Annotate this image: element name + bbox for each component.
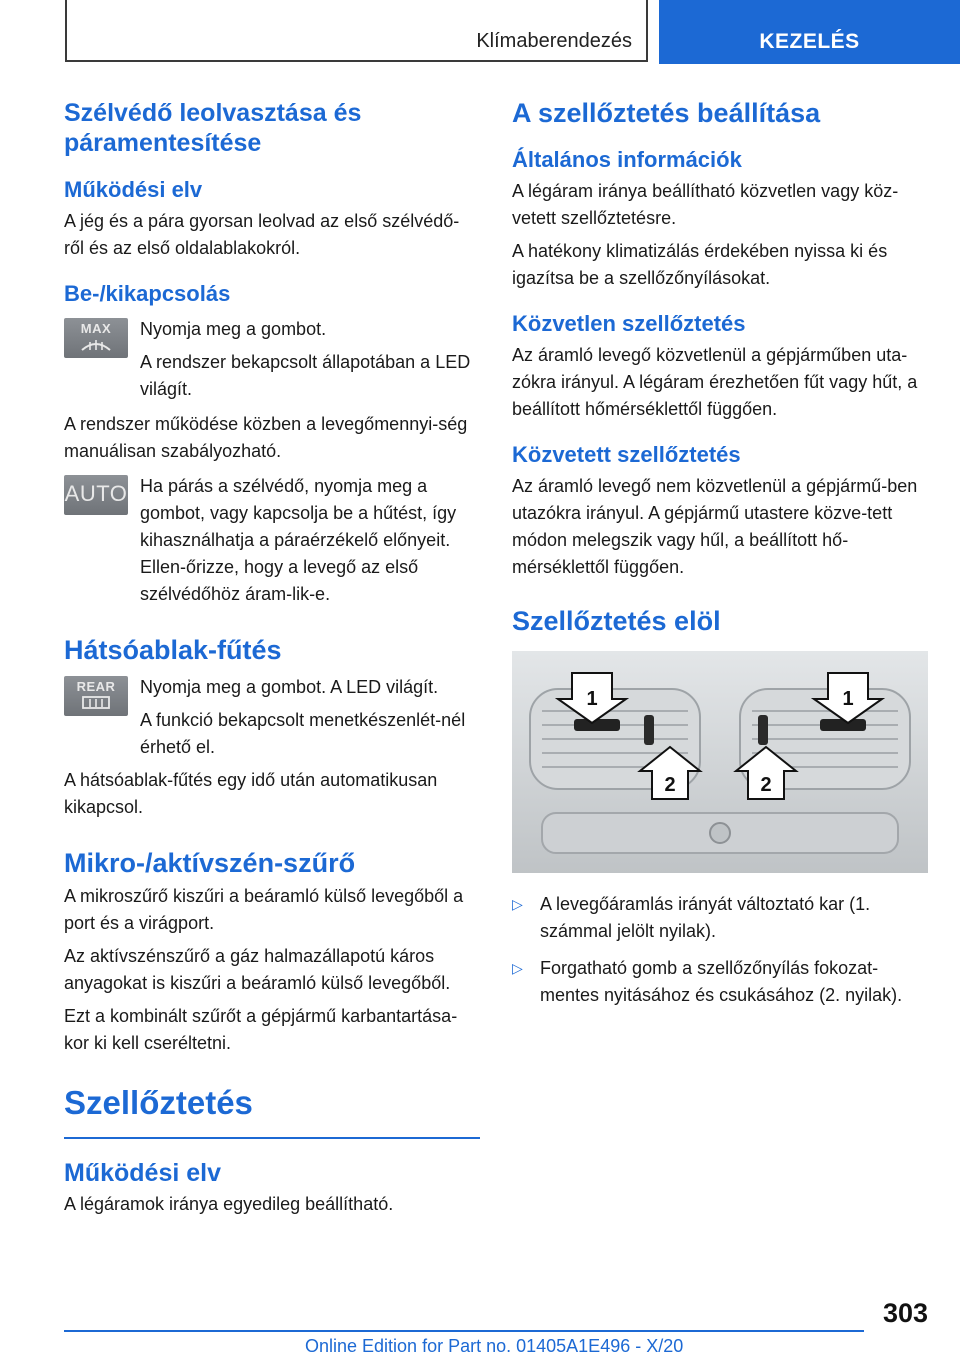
- figure-label-2-right: 2: [760, 774, 772, 796]
- paragraph: Ezt a kombinált szűrőt a gépjármű karbantartása-kor ki kell cseréltetni.: [64, 1006, 458, 1053]
- paragraph: Ha párás a szélvédő, nyomja meg a gombot, vagy kapcsolja be a hűtést, így kihasználhatja a páraérzékelő előnyeit. Ellen-őrizze, hogy a levegő az első szélvédőhöz áram-lik-e.: [140, 476, 457, 604]
- heading-onoff: Be-/kikapcsolás: [64, 281, 231, 306]
- heading-rule: [64, 1137, 480, 1139]
- paragraph: Nyomja meg a gombot. A LED világít.: [140, 677, 439, 697]
- paragraph: Nyomja meg a gombot.: [140, 319, 327, 339]
- paragraph: Az áramló levegő nem közvetlenül a gépjármű-ben utazókra irányul. A gépjármű utastere közve-tett módon melegszik vagy hűl, a beállított hő-mérséklettől függően.: [512, 476, 918, 577]
- chapter-tab: [659, 0, 960, 64]
- figure-label-1-left: 1: [586, 688, 598, 710]
- auto-button-row: [64, 473, 476, 608]
- section-tab: [65, 0, 648, 62]
- heading-principle: Működési elv: [64, 177, 203, 202]
- paragraph: A légáram iránya beállítható közvetlen vagy köz-vetett szellőztetésre.: [512, 181, 899, 228]
- page-header: [0, 0, 960, 64]
- paragraph: Az aktívszénszűrő a gáz halmazállapotú káros anyagokat is kiszűri a beáramló külső levegőből.: [64, 946, 451, 993]
- heading-defrost: Szélvédő leolvasztása és páramentesítése: [64, 99, 362, 157]
- auto-button-icon: AUTO: [64, 475, 128, 515]
- triangle-bullet-icon: ▷: [512, 896, 523, 912]
- rear-button-row: [64, 674, 476, 761]
- list-item: ▷ A levegőáramlás irányát változtató kar (1. számmal jelölt nyilak).: [512, 891, 928, 945]
- page-number: 303: [882, 1298, 928, 1328]
- heading-filter: Mikro-/aktívszén-szűrő: [64, 848, 356, 878]
- heading-front: Szellőztetés elöl: [512, 606, 721, 636]
- vent-illustration: [512, 651, 928, 873]
- left-column: [64, 98, 476, 1224]
- rear-defrost-button-icon: REAR: [64, 676, 128, 716]
- paragraph: A légáramok iránya egyedileg beállítható.: [64, 1194, 394, 1214]
- heading-general: Általános információk: [512, 147, 742, 172]
- max-defrost-button-icon: MAX: [64, 318, 128, 358]
- max-button-row: [64, 316, 476, 403]
- paragraph: A jég és a pára gyorsan leolvad az első szélvédő-ről és az első oldalablakokról.: [64, 211, 460, 258]
- figure-label-2-left: 2: [664, 774, 676, 796]
- edition-note: Online Edition for Part no. 01405A1E496 - X/20: [305, 1336, 684, 1356]
- air-vent-figure: [512, 651, 928, 873]
- heading-direct: Közvetlen szellőztetés: [512, 311, 746, 336]
- list-item: ▷ Forgatható gomb a szellőzőnyílás fokozat-mentes nyitásához és csukásához (2. nyilak).: [512, 955, 928, 1009]
- chapter-title: KEZELÉS: [759, 30, 860, 53]
- paragraph: A rendszer bekapcsolt állapotában a LED világít.: [140, 352, 471, 399]
- heading-indirect: Közvetett szellőztetés: [512, 442, 741, 467]
- paragraph: Az áramló levegő közvetlenül a gépjárműben uta-zókra irányul. A légáram érezhetően fűt vagy hűt, a beállított hőmérséklettől függően.: [512, 345, 918, 419]
- paragraph: A rendszer működése közben a levegőmennyi-ség manuálisan szabályozható.: [64, 414, 468, 461]
- figure-label-1-right: 1: [842, 688, 854, 710]
- heading-principle: Működési elv: [64, 1159, 221, 1187]
- bullet-list: [512, 891, 928, 1009]
- heading-rear-heating: Hátsóablak-fűtés: [64, 635, 282, 665]
- rear-window-heat-icon: [78, 694, 114, 710]
- paragraph: A hátsóablak-fűtés egy idő után automatikusan kikapcsol.: [64, 770, 438, 817]
- triangle-bullet-icon: ▷: [512, 960, 523, 976]
- right-column: [512, 98, 928, 1019]
- footer-rule: [64, 1330, 864, 1332]
- section-title: Klímaberendezés: [476, 30, 632, 52]
- heading-adjust: A szellőztetés beállítása: [512, 98, 821, 128]
- heading-ventilation: Szellőztetés: [64, 1084, 253, 1121]
- paragraph: A funkció bekapcsolt menetkészenlét-nél érhető el.: [140, 710, 466, 757]
- paragraph: A hatékony klimatizálás érdekében nyissa ki és igazítsa be a szellőzőnyílásokat.: [512, 241, 888, 288]
- windshield-heat-icon: [78, 336, 114, 352]
- paragraph: A mikroszűrő kiszűri a beáramló külső levegőből a port és a virágport.: [64, 886, 464, 933]
